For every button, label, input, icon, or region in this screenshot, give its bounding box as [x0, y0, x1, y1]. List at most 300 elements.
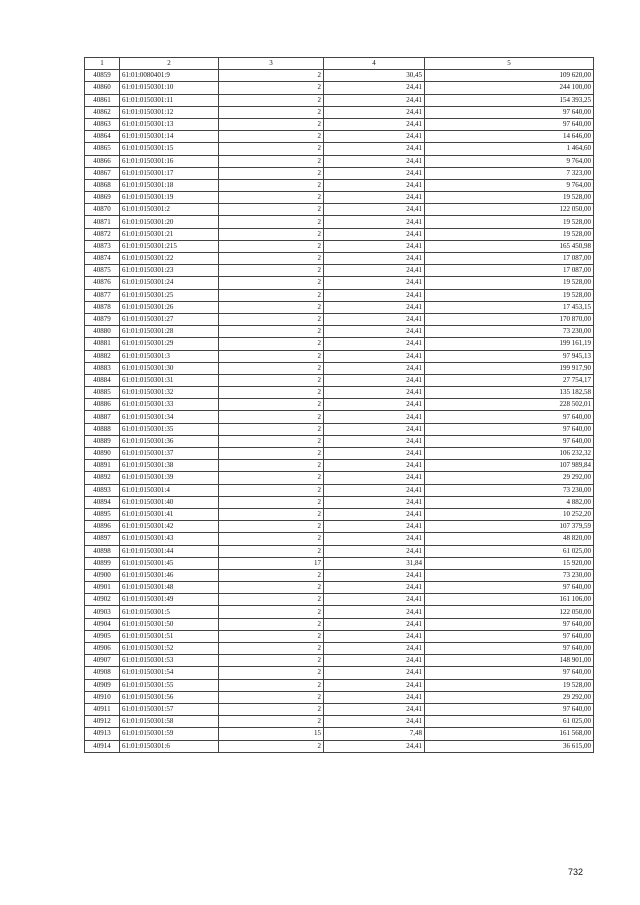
table-cell-col-4: 24,41: [324, 167, 425, 179]
table-cell-col-2: 61:01:0150301:59: [120, 728, 219, 740]
table-row: [85, 557, 594, 569]
table-cell-col-5: 4 882,00: [425, 496, 594, 508]
table-cell-col-4: 24,41: [324, 411, 425, 423]
table-cell-col-4: 31,84: [324, 557, 425, 569]
table-cell-col-4: 24,41: [324, 301, 425, 313]
table-cell-col-2: 61:01:0150301:31: [120, 374, 219, 386]
table-cell-col-1: 40877: [85, 289, 120, 301]
table-cell-col-1: 40885: [85, 387, 120, 399]
table-cell-col-1: 40873: [85, 240, 120, 252]
table-cell-col-1: 40909: [85, 679, 120, 691]
table-cell-col-1: 40882: [85, 350, 120, 362]
column-header-1: 1: [85, 58, 120, 70]
table-cell-col-1: 40911: [85, 703, 120, 715]
table-row: [85, 703, 594, 715]
table-cell-col-3: 2: [219, 143, 324, 155]
column-header-4: 4: [324, 58, 425, 70]
table-cell-col-3: 2: [219, 94, 324, 106]
table-row: [85, 496, 594, 508]
table-cell-col-2: 61:01:0150301:20: [120, 216, 219, 228]
table-cell-col-1: 40866: [85, 155, 120, 167]
table-cell-col-5: 161 568,00: [425, 728, 594, 740]
table-cell-col-5: 97 640,00: [425, 667, 594, 679]
table-cell-col-4: 24,41: [324, 703, 425, 715]
table-cell-col-1: 40871: [85, 216, 120, 228]
table-row: [85, 423, 594, 435]
table-cell-col-1: 40862: [85, 106, 120, 118]
table-cell-col-4: 24,41: [324, 399, 425, 411]
table-cell-col-3: 2: [219, 240, 324, 252]
table-cell-col-3: 2: [219, 435, 324, 447]
table-cell-col-5: 19 528,00: [425, 679, 594, 691]
table-cell-col-2: 61:01:0150301:2: [120, 204, 219, 216]
table-cell-col-4: 24,41: [324, 569, 425, 581]
table-row: [85, 484, 594, 496]
table-cell-col-1: 40887: [85, 411, 120, 423]
table-cell-col-1: 40861: [85, 94, 120, 106]
table-cell-col-4: 24,41: [324, 155, 425, 167]
table-row: [85, 460, 594, 472]
table-cell-col-5: 29 292,00: [425, 691, 594, 703]
table-cell-col-4: 24,41: [324, 496, 425, 508]
table-row: [85, 569, 594, 581]
table-row: [85, 326, 594, 338]
table-cell-col-1: 40869: [85, 192, 120, 204]
table-cell-col-5: 19 528,00: [425, 277, 594, 289]
table-cell-col-2: 61:01:0150301:35: [120, 423, 219, 435]
table-cell-col-4: 24,41: [324, 448, 425, 460]
table-row: [85, 521, 594, 533]
table-cell-col-4: 24,41: [324, 240, 425, 252]
table-row: [85, 313, 594, 325]
table-cell-col-3: 2: [219, 277, 324, 289]
table-cell-col-2: 61:01:0150301:19: [120, 192, 219, 204]
table-cell-col-2: 61:01:0150301:10: [120, 82, 219, 94]
table-cell-col-5: 161 106,00: [425, 594, 594, 606]
table-cell-col-2: 61:01:0150301:42: [120, 521, 219, 533]
table-cell-col-4: 24,41: [324, 253, 425, 265]
table-row: [85, 606, 594, 618]
page-number: 732: [567, 867, 583, 877]
table-row: [85, 679, 594, 691]
table-row: [85, 216, 594, 228]
table-cell-col-4: 24,41: [324, 716, 425, 728]
table-row: [85, 728, 594, 740]
table-cell-col-1: 40898: [85, 545, 120, 557]
table-cell-col-3: 2: [219, 70, 324, 82]
table-cell-col-3: 2: [219, 313, 324, 325]
table-row: [85, 204, 594, 216]
table-row: [85, 82, 594, 94]
table-cell-col-2: 61:01:0150301:12: [120, 106, 219, 118]
table-cell-col-4: 24,41: [324, 228, 425, 240]
table-cell-col-3: 2: [219, 118, 324, 130]
table-cell-col-3: 2: [219, 703, 324, 715]
table-cell-col-2: 61:01:0150301:30: [120, 362, 219, 374]
table-cell-col-3: 2: [219, 740, 324, 752]
table-row: [85, 192, 594, 204]
table-row: [85, 179, 594, 191]
table-cell-col-1: 40906: [85, 643, 120, 655]
table-cell-col-1: 40891: [85, 460, 120, 472]
table-row: [85, 362, 594, 374]
table-cell-col-5: 14 646,00: [425, 131, 594, 143]
table-cell-col-4: 24,41: [324, 594, 425, 606]
table-cell-col-4: 24,41: [324, 179, 425, 191]
table-cell-col-5: 97 640,00: [425, 618, 594, 630]
table-cell-col-3: 2: [219, 204, 324, 216]
table-cell-col-4: 24,41: [324, 94, 425, 106]
table-cell-col-4: 24,41: [324, 679, 425, 691]
table-row: [85, 399, 594, 411]
table-cell-col-5: 61 025,00: [425, 545, 594, 557]
table-cell-col-5: 17 087,00: [425, 253, 594, 265]
table-row: [85, 253, 594, 265]
table-cell-col-1: 40912: [85, 716, 120, 728]
table-cell-col-3: 2: [219, 582, 324, 594]
table-cell-col-1: 40907: [85, 655, 120, 667]
table-cell-col-2: 61:01:0150301:32: [120, 387, 219, 399]
table-cell-col-5: 135 182,58: [425, 387, 594, 399]
table-cell-col-3: 2: [219, 155, 324, 167]
column-header-3: 3: [219, 58, 324, 70]
table-cell-col-3: 2: [219, 374, 324, 386]
table-cell-col-2: 61:01:0150301:39: [120, 472, 219, 484]
table-body: [85, 70, 594, 753]
table-cell-col-2: 61:01:0150301:44: [120, 545, 219, 557]
table-row: [85, 167, 594, 179]
table-cell-col-1: 40876: [85, 277, 120, 289]
table-cell-col-1: 40905: [85, 630, 120, 642]
table-cell-col-5: 97 640,00: [425, 423, 594, 435]
table-cell-col-5: 97 640,00: [425, 703, 594, 715]
table-cell-col-3: 2: [219, 521, 324, 533]
table-cell-col-5: 97 640,00: [425, 435, 594, 447]
table-cell-col-2: 61:01:0080401:9: [120, 70, 219, 82]
table-cell-col-5: 122 050,00: [425, 606, 594, 618]
table-cell-col-2: 61:01:0150301:4: [120, 484, 219, 496]
table-cell-col-1: 40878: [85, 301, 120, 313]
table-cell-col-5: 107 379,59: [425, 521, 594, 533]
table-row: [85, 691, 594, 703]
table-row: [85, 435, 594, 447]
table-row: [85, 594, 594, 606]
table-cell-col-5: 97 640,00: [425, 106, 594, 118]
table-cell-col-1: 40914: [85, 740, 120, 752]
table-cell-col-5: 48 820,00: [425, 533, 594, 545]
table-row: [85, 533, 594, 545]
table-cell-col-4: 24,41: [324, 387, 425, 399]
table-cell-col-5: 154 393,25: [425, 94, 594, 106]
table-cell-col-2: 61:01:0150301:40: [120, 496, 219, 508]
table-cell-col-1: 40868: [85, 179, 120, 191]
table-cell-col-1: 40913: [85, 728, 120, 740]
table-cell-col-1: 40883: [85, 362, 120, 374]
table-row: [85, 143, 594, 155]
table-cell-col-1: 40867: [85, 167, 120, 179]
table-cell-col-5: 29 292,00: [425, 472, 594, 484]
table-cell-col-4: 24,41: [324, 460, 425, 472]
table-cell-col-5: 36 615,00: [425, 740, 594, 752]
table-cell-col-3: 2: [219, 630, 324, 642]
data-table: [84, 57, 594, 753]
table-cell-col-3: 2: [219, 216, 324, 228]
table-cell-col-2: 61:01:0150301:54: [120, 667, 219, 679]
table-cell-col-4: 24,41: [324, 216, 425, 228]
table-cell-col-2: 61:01:0150301:23: [120, 265, 219, 277]
table-cell-col-1: 40892: [85, 472, 120, 484]
table-cell-col-1: 40872: [85, 228, 120, 240]
table-cell-col-3: 2: [219, 228, 324, 240]
table-cell-col-5: 19 528,00: [425, 216, 594, 228]
table-cell-col-3: 2: [219, 594, 324, 606]
table-cell-col-4: 24,41: [324, 204, 425, 216]
table-cell-col-4: 24,41: [324, 192, 425, 204]
table-cell-col-5: 109 620,00: [425, 70, 594, 82]
table-cell-col-1: 40875: [85, 265, 120, 277]
table-cell-col-2: 61:01:0150301:24: [120, 277, 219, 289]
table-cell-col-3: 2: [219, 82, 324, 94]
table-cell-col-2: 61:01:0150301:13: [120, 118, 219, 130]
table-row: [85, 301, 594, 313]
table-cell-col-1: 40901: [85, 582, 120, 594]
table-row: [85, 94, 594, 106]
table-cell-col-5: 228 502,01: [425, 399, 594, 411]
table-cell-col-3: 2: [219, 448, 324, 460]
column-header-5: 5: [425, 58, 594, 70]
table-cell-col-5: 9 764,00: [425, 179, 594, 191]
table-cell-col-1: 40899: [85, 557, 120, 569]
table-cell-col-2: 61:01:0150301:41: [120, 508, 219, 520]
table-cell-col-5: 17 453,15: [425, 301, 594, 313]
table-cell-col-2: 61:01:0150301:16: [120, 155, 219, 167]
table-cell-col-2: 61:01:0150301:14: [120, 131, 219, 143]
table-cell-col-2: 61:01:0150301:215: [120, 240, 219, 252]
table-cell-col-5: 170 870,00: [425, 313, 594, 325]
table-cell-col-5: 15 920,00: [425, 557, 594, 569]
table-cell-col-2: 61:01:0150301:38: [120, 460, 219, 472]
table-cell-col-2: 61:01:0150301:50: [120, 618, 219, 630]
table-cell-col-3: 17: [219, 557, 324, 569]
table-cell-col-2: 61:01:0150301:21: [120, 228, 219, 240]
table-row: [85, 277, 594, 289]
table-cell-col-3: 2: [219, 508, 324, 520]
table-cell-col-3: 2: [219, 496, 324, 508]
table-cell-col-3: 2: [219, 131, 324, 143]
table-cell-col-5: 97 945,13: [425, 350, 594, 362]
table-cell-col-3: 2: [219, 326, 324, 338]
table-cell-col-4: 24,41: [324, 423, 425, 435]
table-cell-col-2: 61:01:0150301:22: [120, 253, 219, 265]
table-cell-col-5: 9 764,00: [425, 155, 594, 167]
table-cell-col-3: 2: [219, 179, 324, 191]
table-cell-col-5: 199 161,19: [425, 338, 594, 350]
table-cell-col-4: 24,41: [324, 740, 425, 752]
table-cell-col-2: 61:01:0150301:15: [120, 143, 219, 155]
table-cell-col-5: 106 232,32: [425, 448, 594, 460]
table-cell-col-3: 15: [219, 728, 324, 740]
table-cell-col-5: 122 050,00: [425, 204, 594, 216]
table-cell-col-2: 61:01:0150301:36: [120, 435, 219, 447]
table-cell-col-3: 2: [219, 643, 324, 655]
table-cell-col-4: 24,41: [324, 265, 425, 277]
table-cell-col-2: 61:01:0150301:45: [120, 557, 219, 569]
table-cell-col-2: 61:01:0150301:5: [120, 606, 219, 618]
table-cell-col-3: 2: [219, 460, 324, 472]
table-cell-col-4: 7,48: [324, 728, 425, 740]
table-cell-col-5: 107 989,84: [425, 460, 594, 472]
table-cell-col-4: 24,41: [324, 82, 425, 94]
table-cell-col-3: 2: [219, 301, 324, 313]
table-cell-col-1: 40884: [85, 374, 120, 386]
table-row: [85, 338, 594, 350]
table-cell-col-1: 40902: [85, 594, 120, 606]
table-cell-col-5: 97 640,00: [425, 582, 594, 594]
table-cell-col-3: 2: [219, 253, 324, 265]
table-cell-col-4: 24,41: [324, 326, 425, 338]
table-row: [85, 131, 594, 143]
table-cell-col-2: 61:01:0150301:18: [120, 179, 219, 191]
table-cell-col-2: 61:01:0150301:55: [120, 679, 219, 691]
table-row: [85, 618, 594, 630]
table-cell-col-5: 27 754,17: [425, 374, 594, 386]
table-cell-col-2: 61:01:0150301:29: [120, 338, 219, 350]
table-row: [85, 643, 594, 655]
table-cell-col-4: 24,41: [324, 374, 425, 386]
table-cell-col-4: 24,41: [324, 643, 425, 655]
table-cell-col-2: 61:01:0150301:6: [120, 740, 219, 752]
table-cell-col-2: 61:01:0150301:52: [120, 643, 219, 655]
table-cell-col-2: 61:01:0150301:37: [120, 448, 219, 460]
table-cell-col-1: 40889: [85, 435, 120, 447]
table-cell-col-2: 61:01:0150301:3: [120, 350, 219, 362]
table-cell-col-5: 148 901,00: [425, 655, 594, 667]
table-cell-col-4: 24,41: [324, 338, 425, 350]
table-row: [85, 70, 594, 82]
table-cell-col-3: 2: [219, 387, 324, 399]
table-cell-col-5: 73 230,00: [425, 569, 594, 581]
table-cell-col-3: 2: [219, 667, 324, 679]
table-cell-col-4: 24,41: [324, 508, 425, 520]
table-cell-col-5: 1 464,60: [425, 143, 594, 155]
table-cell-col-3: 2: [219, 423, 324, 435]
table-row: [85, 240, 594, 252]
table-cell-col-2: 61:01:0150301:11: [120, 94, 219, 106]
table-cell-col-5: 97 640,00: [425, 630, 594, 642]
table-cell-col-2: 61:01:0150301:49: [120, 594, 219, 606]
table-cell-col-1: 40865: [85, 143, 120, 155]
table-cell-col-5: 244 100,00: [425, 82, 594, 94]
table-cell-col-1: 40870: [85, 204, 120, 216]
table-cell-col-4: 24,41: [324, 131, 425, 143]
table-cell-col-2: 61:01:0150301:57: [120, 703, 219, 715]
table-cell-col-3: 2: [219, 569, 324, 581]
table-cell-col-3: 2: [219, 289, 324, 301]
table-cell-col-3: 2: [219, 533, 324, 545]
table-row: [85, 716, 594, 728]
table-cell-col-5: 61 025,00: [425, 716, 594, 728]
table-cell-col-4: 30,45: [324, 70, 425, 82]
table-row: [85, 448, 594, 460]
table-cell-col-1: 40879: [85, 313, 120, 325]
table-cell-col-3: 2: [219, 716, 324, 728]
table-cell-col-2: 61:01:0150301:17: [120, 167, 219, 179]
table-cell-col-5: 19 528,00: [425, 192, 594, 204]
table-cell-col-4: 24,41: [324, 277, 425, 289]
table-cell-col-4: 24,41: [324, 143, 425, 155]
table-cell-col-5: 97 640,00: [425, 643, 594, 655]
table-cell-col-4: 24,41: [324, 362, 425, 374]
table-cell-col-1: 40859: [85, 70, 120, 82]
table-cell-col-4: 24,41: [324, 435, 425, 447]
table-cell-col-5: 97 640,00: [425, 411, 594, 423]
table-cell-col-5: 97 640,00: [425, 118, 594, 130]
table-header-row: [85, 58, 594, 70]
table-cell-col-3: 2: [219, 399, 324, 411]
table-cell-col-2: 61:01:0150301:56: [120, 691, 219, 703]
table-cell-col-3: 2: [219, 606, 324, 618]
table-cell-col-5: 73 230,00: [425, 484, 594, 496]
column-header-2: 2: [120, 58, 219, 70]
table-cell-col-2: 61:01:0150301:53: [120, 655, 219, 667]
table-cell-col-5: 199 917,90: [425, 362, 594, 374]
table-cell-col-3: 2: [219, 167, 324, 179]
table-cell-col-2: 61:01:0150301:51: [120, 630, 219, 642]
table-cell-col-5: 10 252,20: [425, 508, 594, 520]
table-cell-col-5: 19 528,00: [425, 228, 594, 240]
table-cell-col-3: 2: [219, 472, 324, 484]
table-row: [85, 545, 594, 557]
table-cell-col-4: 24,41: [324, 289, 425, 301]
table-cell-col-4: 24,41: [324, 472, 425, 484]
table-cell-col-1: 40880: [85, 326, 120, 338]
table-cell-col-1: 40897: [85, 533, 120, 545]
table-cell-col-3: 2: [219, 545, 324, 557]
table-cell-col-4: 24,41: [324, 655, 425, 667]
table-cell-col-5: 19 528,00: [425, 289, 594, 301]
table-cell-col-4: 24,41: [324, 691, 425, 703]
table-cell-col-1: 40894: [85, 496, 120, 508]
table-cell-col-1: 40888: [85, 423, 120, 435]
table-cell-col-2: 61:01:0150301:46: [120, 569, 219, 581]
table-cell-col-1: 40886: [85, 399, 120, 411]
table-cell-col-4: 24,41: [324, 582, 425, 594]
table-cell-col-3: 2: [219, 265, 324, 277]
table-cell-col-3: 2: [219, 192, 324, 204]
table-row: [85, 411, 594, 423]
table-cell-col-1: 40881: [85, 338, 120, 350]
table-row: [85, 265, 594, 277]
table-cell-col-1: 40895: [85, 508, 120, 520]
table-cell-col-1: 40890: [85, 448, 120, 460]
table-row: [85, 228, 594, 240]
table-cell-col-5: 165 450,98: [425, 240, 594, 252]
table-row: [85, 655, 594, 667]
table-row: [85, 472, 594, 484]
table-cell-col-1: 40900: [85, 569, 120, 581]
table-cell-col-5: 17 087,00: [425, 265, 594, 277]
table-cell-col-4: 24,41: [324, 667, 425, 679]
table-cell-col-5: 73 230,00: [425, 326, 594, 338]
table-row: [85, 582, 594, 594]
table-cell-col-1: 40896: [85, 521, 120, 533]
table-cell-col-1: 40874: [85, 253, 120, 265]
table-row: [85, 387, 594, 399]
table-cell-col-4: 24,41: [324, 313, 425, 325]
table-cell-col-4: 24,41: [324, 533, 425, 545]
table-row: [85, 740, 594, 752]
table-cell-col-4: 24,41: [324, 630, 425, 642]
